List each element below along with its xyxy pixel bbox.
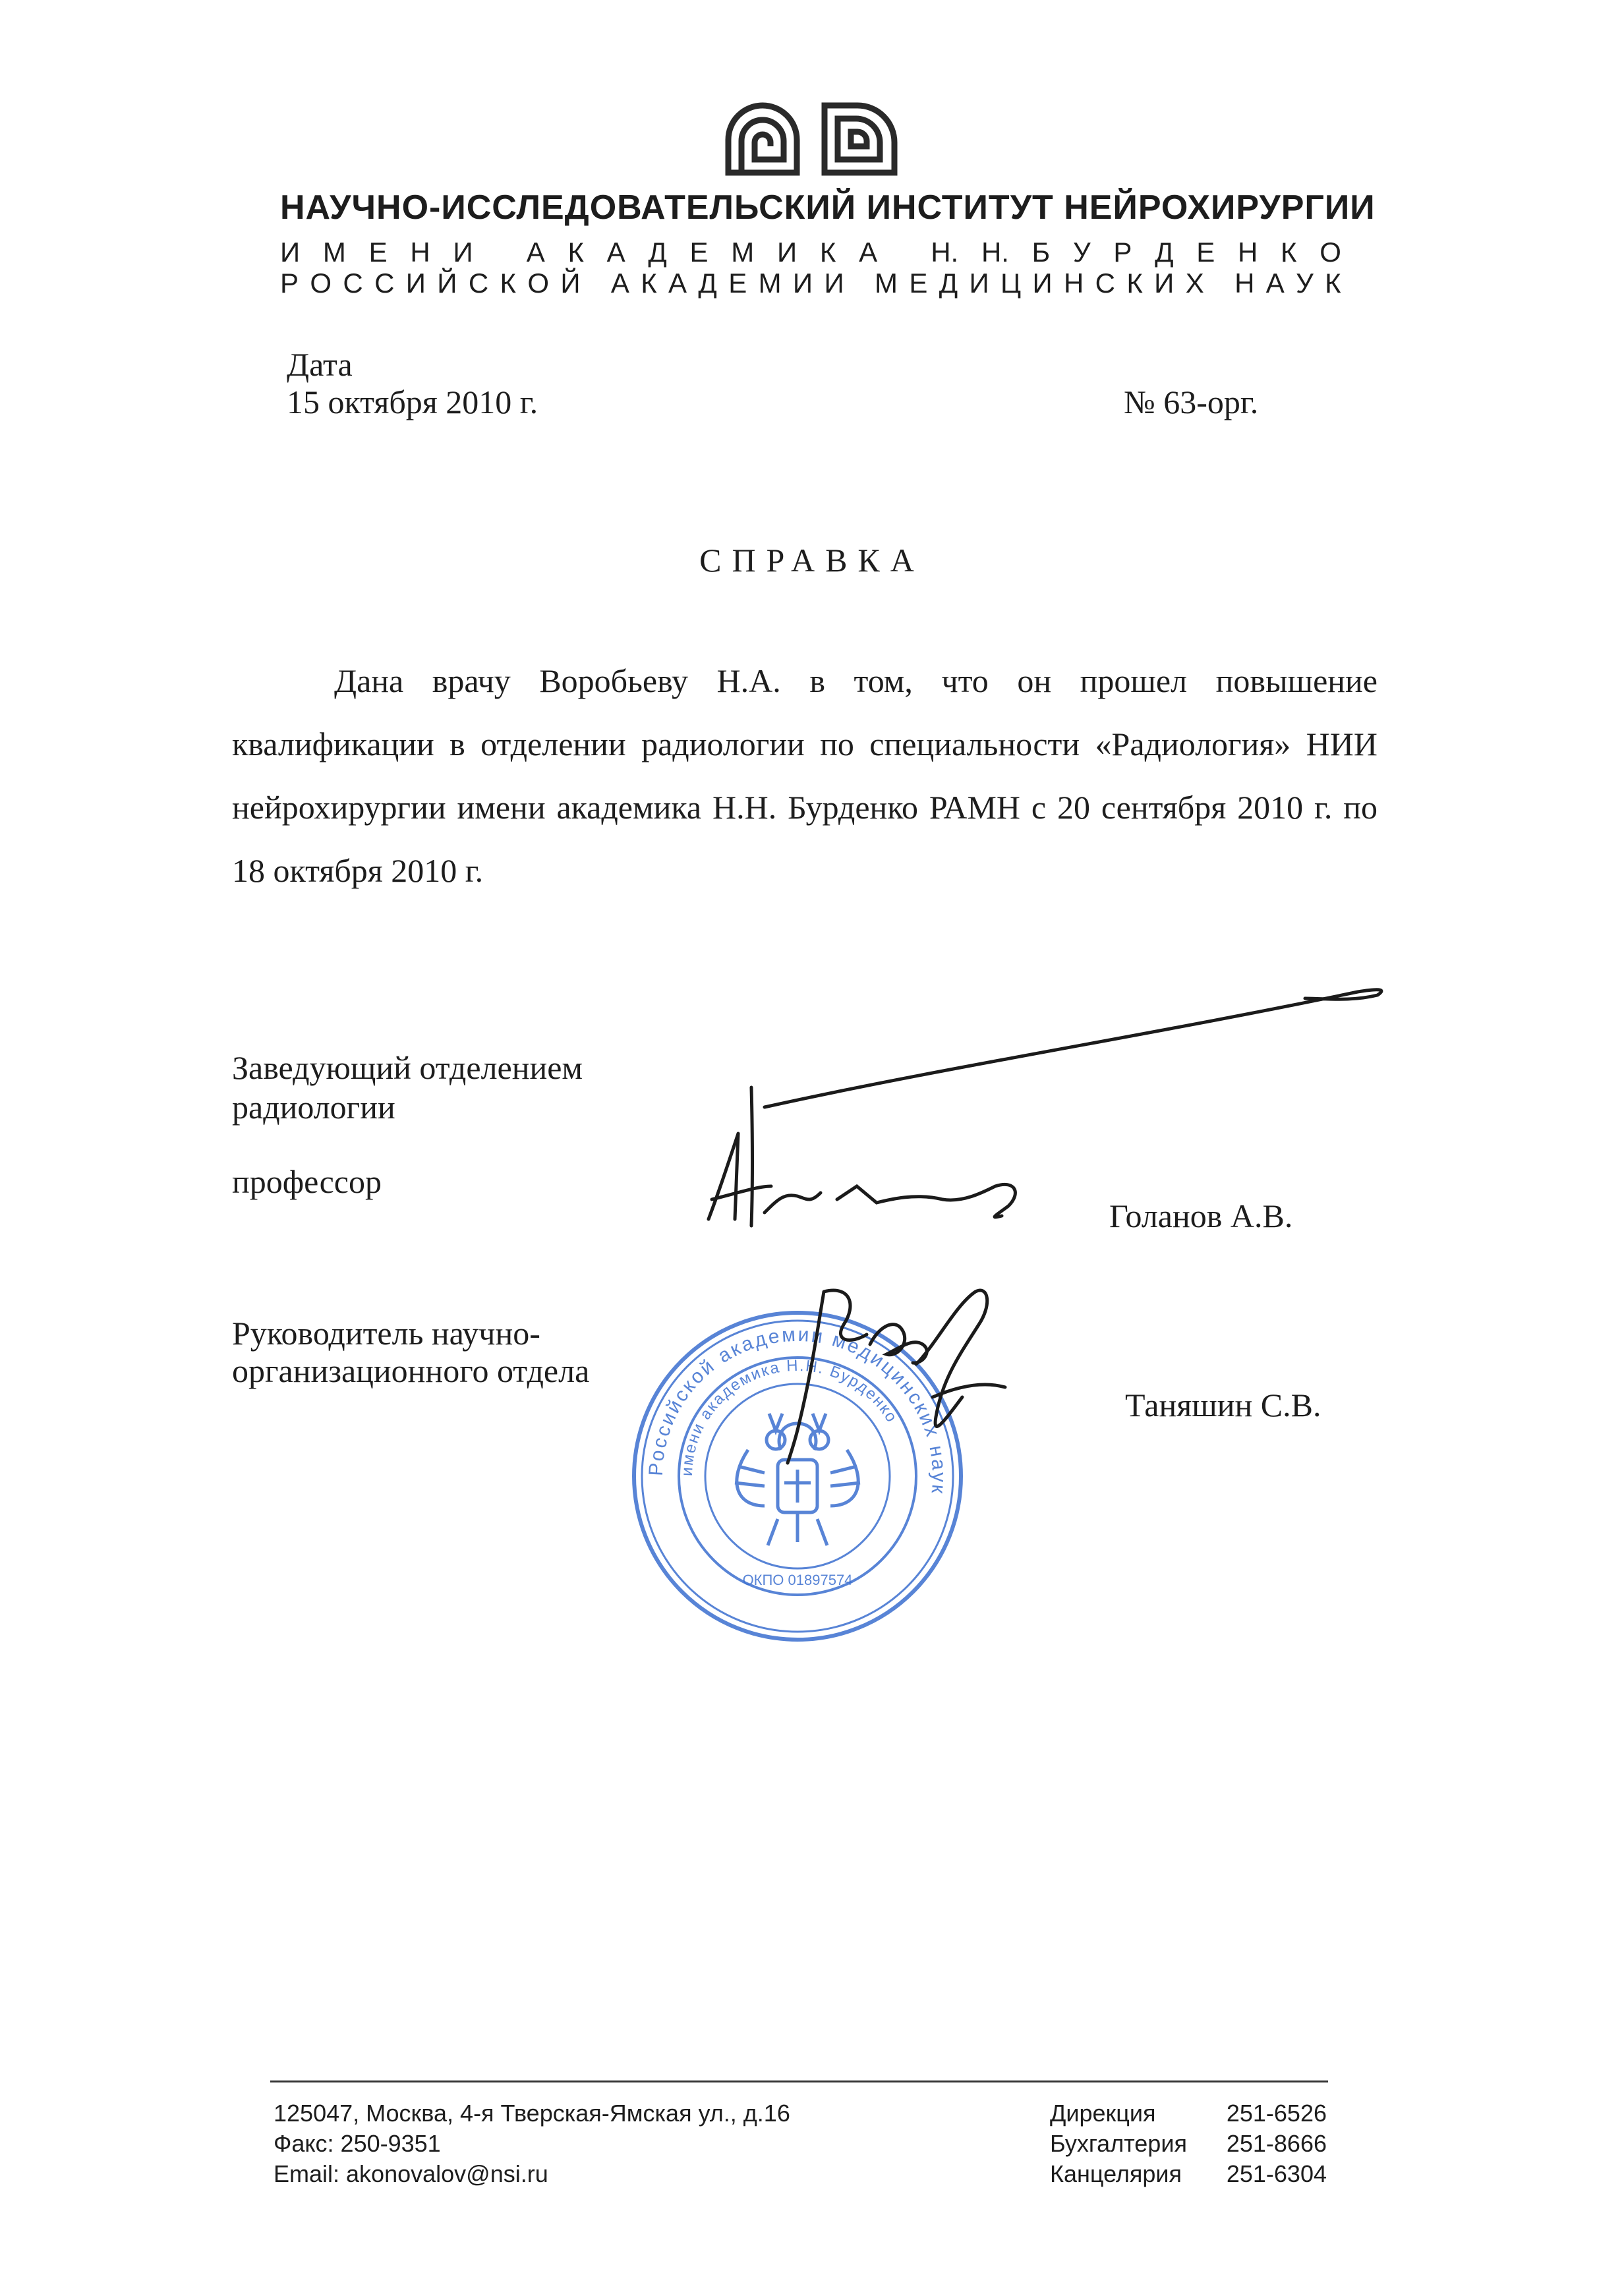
footer-fax: Факс: 250-9351 xyxy=(274,2130,441,2157)
institute-logo xyxy=(722,99,900,178)
date-value: 15 октября 2010 г. xyxy=(287,384,538,420)
letterhead-letter: А xyxy=(610,268,629,299)
letterhead-letter: Р xyxy=(280,268,299,299)
document-title: СПРАВКА xyxy=(699,542,925,579)
document-number: № 63-орг. xyxy=(1124,384,1259,420)
stamp-outer-text: Российской академии медицинских наук xyxy=(645,1323,950,1497)
letterhead-letter: К xyxy=(1325,268,1341,299)
letterhead-letter: Д xyxy=(1155,237,1174,268)
letterhead-letter: Е xyxy=(728,268,747,299)
signatory-2-position-line1: Руководитель научно- xyxy=(232,1315,540,1352)
signatory-2-name: Таняшин С.В. xyxy=(1125,1387,1321,1423)
phone-label: Дирекция xyxy=(1050,2100,1156,2127)
letterhead-letter: Б xyxy=(1031,237,1051,268)
stamp-inner-text: имени академика Н.Н. Бурденко xyxy=(678,1356,902,1477)
letterhead-letter: Н. xyxy=(981,237,1009,268)
phone-number: 251-6304 xyxy=(1226,2160,1327,2187)
institute-name: НАУЧНО-ИССЛЕДОВАТЕЛЬСКИЙ ИНСТИТУТ НЕЙРОХИРУРГИИ xyxy=(280,188,1376,227)
signatory-1-position-line1: Заведующий отделением xyxy=(232,1049,583,1086)
footer-phone-row xyxy=(1050,2129,1327,2158)
letterhead-letter: С xyxy=(1095,268,1115,299)
letterhead-letter: Д xyxy=(939,268,958,299)
letterhead-letter: Й xyxy=(437,268,457,299)
signature-tanyashin xyxy=(745,1265,1035,1483)
letterhead-letter: М xyxy=(731,237,755,268)
letterhead-letter: Н xyxy=(1237,237,1258,268)
letterhead-letter: Д xyxy=(698,268,717,299)
stamp-codes: ОКПО 01897574 xyxy=(742,1572,853,1588)
institute-affiliation xyxy=(280,267,1341,300)
letterhead-letter: И xyxy=(969,268,989,299)
signatory-1-title: профессор xyxy=(232,1163,382,1200)
letterhead-letter: К xyxy=(500,268,516,299)
letterhead-letter: И xyxy=(405,268,426,299)
letterhead-letter: Е xyxy=(368,237,388,268)
letterhead-letter: К xyxy=(641,268,657,299)
letterhead-letter: И xyxy=(453,237,473,268)
letterhead-letter: И xyxy=(280,237,301,268)
letterhead-letter: Р xyxy=(1113,237,1132,268)
letterhead-letter: А xyxy=(859,237,878,268)
footer-phone-row xyxy=(1050,2099,1327,2128)
footer-phone-row xyxy=(1050,2160,1327,2189)
phone-number: 251-8666 xyxy=(1226,2130,1327,2157)
letterhead-letter: М xyxy=(874,268,898,299)
letterhead-letter: С xyxy=(343,268,363,299)
letterhead-letter xyxy=(496,236,504,269)
letterhead-letter: К xyxy=(819,237,836,268)
document-body: Дана врачу Воробьеву Н.А. в том, что он прошел повышение квалификации в отделении радиологии по специальности «Радиология» НИИ нейрохирургии имени академика Н.Н. Бурденко РАМН с 20 сентября 2010 г. по 18 октября 2010 г. xyxy=(232,662,1378,889)
letterhead-letter: Н xyxy=(410,237,430,268)
letterhead-letter: Е xyxy=(909,268,928,299)
letterhead-letter: А xyxy=(668,268,687,299)
letterhead-letter: Н xyxy=(1063,268,1084,299)
footer-email: Email: akonovalov@nsi.ru xyxy=(274,2160,548,2187)
footer-address: 125047, Москва, 4-я Тверская-Ямская ул., д.16 xyxy=(274,2100,790,2127)
letterhead-letter: О xyxy=(527,268,549,299)
letterhead-letter: М xyxy=(758,268,782,299)
letterhead-letter: Й xyxy=(560,268,581,299)
date-label: Дата xyxy=(287,346,353,383)
letterhead-letter: И xyxy=(824,268,844,299)
letterhead-letter: Ц xyxy=(1000,268,1022,299)
letterhead-letter: Д xyxy=(648,237,667,268)
phone-label: Бухгалтерия xyxy=(1050,2130,1187,2157)
letterhead-letter: С xyxy=(374,268,395,299)
letterhead-letter xyxy=(900,236,908,269)
institute-dedication xyxy=(280,236,1341,269)
signatory-1-position-line2: радиологии xyxy=(232,1089,395,1126)
footer-divider xyxy=(270,2081,1328,2082)
letterhead-letter: Н xyxy=(1234,268,1255,299)
signatory-2-position-line2: организационного отдела xyxy=(232,1352,590,1389)
letterhead-letter: И xyxy=(777,237,798,268)
letterhead-letter: И xyxy=(1154,268,1174,299)
phone-label: Канцелярия xyxy=(1050,2160,1182,2187)
letterhead-letter: А xyxy=(606,237,625,268)
letterhead-letter: С xyxy=(468,268,489,299)
letterhead-letter: О xyxy=(310,268,332,299)
letterhead-letter: И xyxy=(1032,268,1053,299)
signatory-1-name: Голанов А.В. xyxy=(1109,1197,1293,1234)
letterhead-letter xyxy=(592,267,600,300)
letterhead-letter: А xyxy=(526,237,545,268)
letterhead-letter: У xyxy=(1296,268,1314,299)
letterhead-letter: А xyxy=(1265,268,1285,299)
letterhead-letter: К xyxy=(567,237,584,268)
letterhead-letter: Н. xyxy=(931,237,959,268)
letterhead-letter: К xyxy=(1281,237,1297,268)
letterhead-letter xyxy=(856,267,863,300)
letterhead-letter: Х xyxy=(1185,268,1204,299)
letterhead-letter xyxy=(1215,267,1223,300)
letterhead-letter: Е xyxy=(1196,237,1215,268)
letterhead-letter: К xyxy=(1126,268,1143,299)
letterhead-letter: Е xyxy=(689,237,709,268)
phone-number: 251-6526 xyxy=(1226,2100,1327,2127)
letterhead-letter: У xyxy=(1072,237,1091,268)
letterhead-letter: О xyxy=(1320,237,1341,268)
letterhead-letter: М xyxy=(322,237,346,268)
letterhead-letter: И xyxy=(792,268,813,299)
